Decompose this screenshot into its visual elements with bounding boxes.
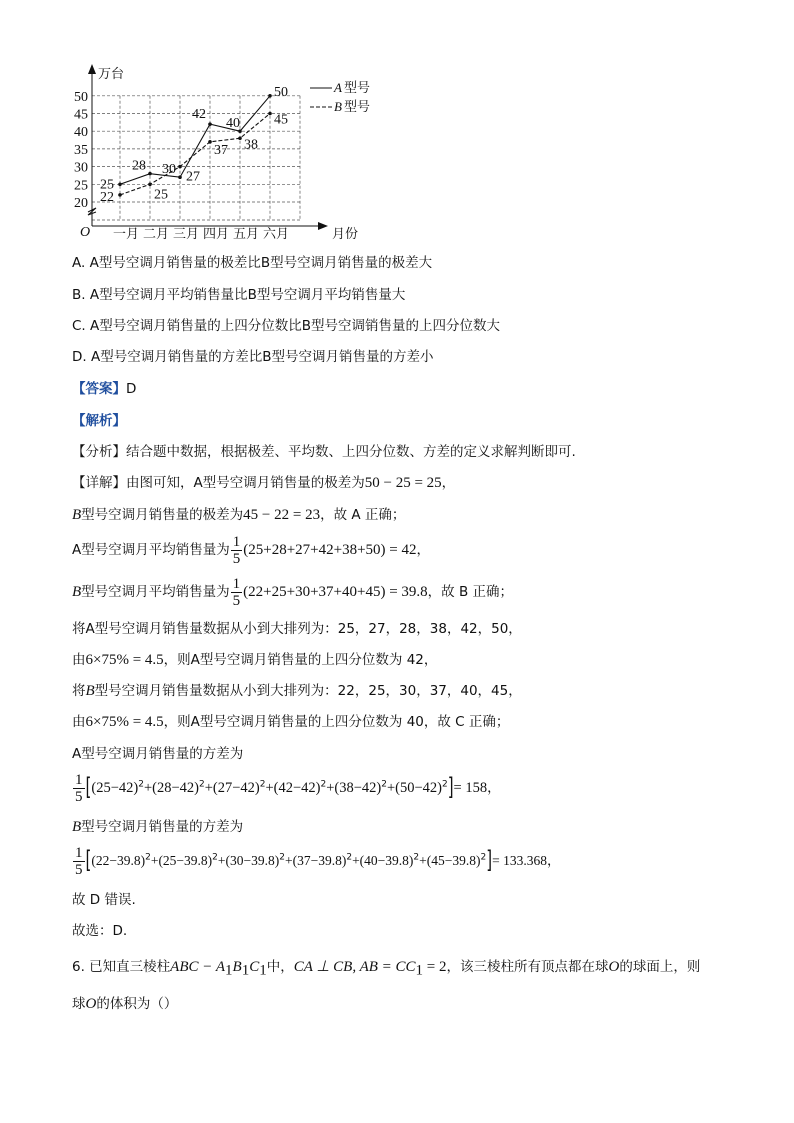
data-label: 50 (274, 84, 288, 100)
data-label: 37 (214, 142, 228, 158)
chart-legend (310, 80, 370, 114)
detail-line-8: 由6×75% = 4.5，则A型号空调月销售量的上四分位数为 40，故 C 正确； (72, 714, 510, 730)
detail-line-9: A型号空调月销售量的方差为 (72, 746, 244, 762)
detail-line-5: 将A型号空调月销售量数据从小到大排列为：25，27，28，38，42，50， (72, 621, 522, 637)
data-label: 27 (186, 169, 200, 185)
fenxi-text: 结合题中数据，根据极差、平均数、上四分位数、方差的定义求解判断即可. (126, 444, 576, 460)
sales-line-chart (60, 62, 390, 247)
fraction: $\frac{1}{5}$ (75, 771, 83, 805)
x-tick-label: 二月 (143, 226, 170, 241)
data-point (178, 175, 182, 179)
data-label: 22 (100, 189, 114, 205)
data-label: 25 (100, 177, 114, 193)
chart-labels (74, 66, 358, 241)
origin-label: O (80, 225, 91, 240)
detail-line-4: B型号空调月平均销售量为 $\frac{1}{5}$ (22+25+30+37+40+45) = 39.8，故 B 正确； (72, 575, 514, 609)
y-tick-label: 40 (74, 125, 88, 141)
fraction: $\frac{1}{5}$ (232, 533, 241, 567)
answer-value: D (126, 381, 137, 397)
data-label: 40 (226, 116, 240, 132)
legend-label: 型号 (344, 80, 371, 95)
data-label: 38 (244, 137, 258, 153)
fenxi-line (72, 443, 576, 461)
y-tick-label: 35 (74, 142, 88, 158)
data-point (118, 193, 122, 197)
x-axis-label: 月份 (332, 226, 359, 241)
data-point (148, 172, 152, 176)
data-label: 28 (132, 158, 146, 174)
y-tick-label: 45 (74, 107, 88, 123)
option-c: C. A型号空调月销售量的上四分位数比B型号空调销售量的上四分位数大 (72, 318, 501, 334)
legend-series-name: A (334, 80, 342, 95)
y-axis-arrow (88, 64, 96, 74)
detail-line-7: 将B型号空调月销售量数据从小到大排列为：22，25，30，37，40，45， (72, 683, 522, 699)
variance-a-formula: $\frac{1}{5}$ $[(25-42)^2+(28-42)^2+(27-42)^2+(42-42)^2+(38-42)^2+(50-42)^2]= 158$， (75, 771, 501, 805)
x-tick-label: 五月 (233, 226, 260, 241)
data-point (118, 183, 122, 187)
x-tick-label: 一月 (113, 226, 140, 241)
detail-line-1: 【详解】由图可知，A型号空调月销售量的极差为50 − 25 = 25， (72, 475, 456, 491)
y-tick-label: 20 (74, 196, 88, 211)
data-point (178, 165, 182, 169)
data-point (148, 183, 152, 187)
x-tick-label: 六月 (263, 226, 290, 241)
analysis-title: 【解析】 (72, 413, 126, 429)
data-point (268, 112, 272, 116)
detail-line-3: A型号空调月平均销售量为 $\frac{1}{5}$ (25+28+27+42+38+50) = 42， (72, 533, 430, 567)
fenxi-tag: 【分析】 (72, 444, 126, 460)
legend-label: 型号 (344, 99, 371, 114)
detail-line-14: 故选：D. (72, 923, 128, 939)
data-point (208, 122, 212, 126)
detail-line-13: 故 D 错误. (72, 892, 136, 908)
chart-axes (88, 64, 328, 230)
data-point (238, 136, 242, 140)
data-label: 30 (162, 162, 176, 178)
y-tick-label: 25 (74, 178, 88, 194)
x-axis-arrow (318, 222, 328, 230)
detail-line-11: B型号空调月销售量的方差为 (72, 819, 244, 835)
option-a: A. A型号空调月销售量的极差比B型号空调月销售量的极差大 (72, 255, 433, 271)
detail-line-6: 由6×75% = 4.5，则A型号空调月销售量的上四分位数为 42， (72, 652, 438, 668)
detail-line-2: B型号空调月销售量的极差为45 − 22 = 23，故 A 正确； (72, 507, 406, 523)
x-tick-label: 三月 (173, 226, 200, 241)
y-axis-label: 万台 (98, 66, 125, 81)
data-point (208, 140, 212, 144)
question-6-line-2: 球O的体积为（） (72, 996, 178, 1012)
data-point (268, 94, 272, 98)
fraction: $\frac{1}{5}$ (75, 844, 83, 878)
y-tick-label: 50 (74, 89, 88, 105)
option-b: B. A型号空调月平均销售量比B型号空调月平均销售量大 (72, 287, 406, 303)
x-tick-label: 四月 (203, 226, 230, 241)
option-d: D. A型号空调月销售量的方差比B型号空调月销售量的方差小 (72, 349, 434, 365)
answer-tag: 【答案】 (72, 381, 126, 397)
fraction: $\frac{1}{5}$ (232, 575, 241, 609)
data-label: 45 (274, 112, 288, 128)
data-label: 25 (154, 187, 168, 203)
y-tick-label: 30 (74, 160, 88, 176)
variance-b-formula: $\frac{1}{5}$ $[(22-39.8)^2+(25-39.8)^2+(30-39.8)^2+(37-39.8)^2+(40-39.8)^2+(45-39.8)^2]= 133.368$， (75, 844, 561, 878)
legend-series-name: B (334, 99, 342, 114)
answer-line (72, 380, 136, 398)
detail-tag: 【详解】 (72, 475, 126, 491)
data-label: 42 (192, 107, 206, 123)
question-6-line-1: 6. 已知直三棱柱ABC − $A_1B_1C_1$中，CA ⊥ CB, AB = $CC_1 = 2$，该三棱柱所有顶点都在球O的球面上，则 (72, 959, 701, 979)
